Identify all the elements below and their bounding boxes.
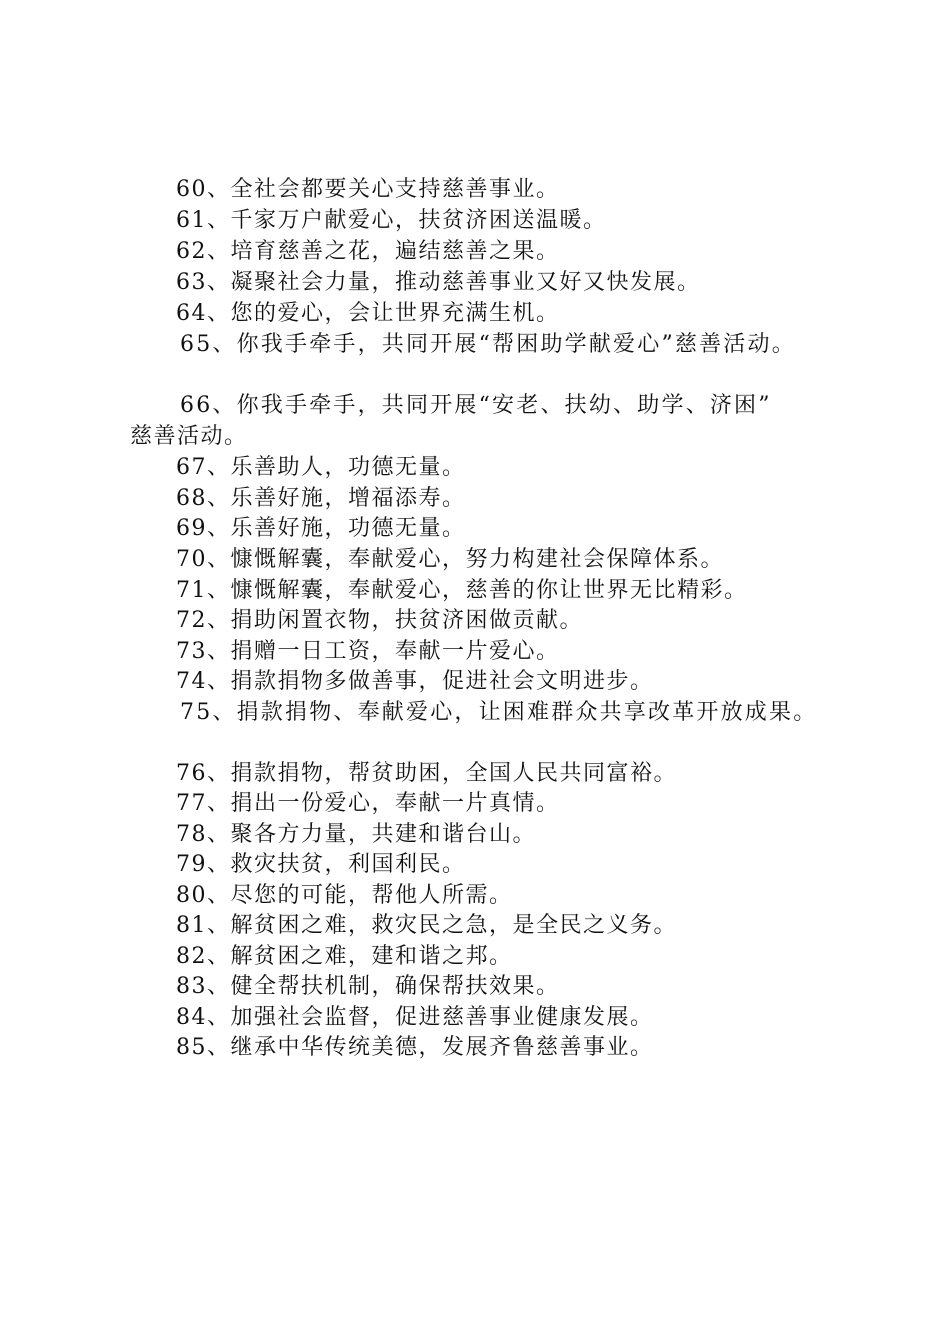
slogan-line-66-continued: 慈善活动。 [130,424,248,449]
slogan-line-80: 80、尽您的可能，帮他人所需。 [176,883,513,908]
slogan-line-82: 82、解贫困之难，建和谐之邦。 [176,944,513,969]
slogan-line-85: 85、继承中华传统美德，发展齐鲁慈善事业。 [176,1035,654,1060]
slogan-line-73: 73、捐赠一日工资，奉献一片爱心。 [176,639,560,664]
slogan-line-78: 78、聚各方力量，共建和谐台山。 [176,822,536,847]
slogan-line-81: 81、解贫困之难，救灾民之急，是全民之义务。 [176,913,677,938]
slogan-line-69: 69、乐善好施，功德无量。 [176,516,466,541]
slogan-line-60: 60、全社会都要关心支持慈善事业。 [176,177,560,202]
slogan-line-76: 76、捐款捐物，帮贫助困，全国人民共同富裕。 [176,761,677,786]
slogan-line-74: 74、捐款捐物多做善事，促进社会文明进步。 [176,669,654,694]
slogan-line-66: 66、你我手牵手，共同开展“安老、扶幼、助学、济困” [180,393,772,418]
slogan-line-71: 71、慷慨解囊，奉献爱心，慈善的你让世界无比精彩。 [176,578,748,603]
slogan-line-70: 70、慷慨解囊，奉献爱心，努力构建社会保障体系。 [176,547,724,572]
slogan-line-65: 65、你我手牵手，共同开展“帮困助学献爱心”慈善活动。 [180,332,796,357]
slogan-line-64: 64、您的爱心，会让世界充满生机。 [176,301,560,326]
slogan-line-84: 84、加强社会监督，促进慈善事业健康发展。 [176,1005,654,1030]
slogan-line-77: 77、捐出一份爱心，奉献一片真情。 [176,791,560,816]
slogan-line-62: 62、培育慈善之花，遍结慈善之果。 [176,239,560,264]
slogan-line-72: 72、捐助闲置衣物，扶贫济困做贡献。 [176,608,583,633]
slogan-line-79: 79、救灾扶贫，利国利民。 [176,852,466,877]
slogan-line-83: 83、健全帮扶机制，确保帮扶效果。 [176,974,560,999]
slogan-line-68: 68、乐善好施，增福添寿。 [176,486,466,511]
slogan-line-63: 63、凝聚社会力量，推动慈善事业又好又快发展。 [176,270,701,295]
slogan-line-61: 61、千家万户献爱心，扶贫济困送温暖。 [176,208,607,233]
slogan-line-75: 75、捐款捐物、奉献爱心，让困难群众共享改革开放成果。 [180,700,818,725]
slogan-line-67: 67、乐善助人，功德无量。 [176,455,466,480]
